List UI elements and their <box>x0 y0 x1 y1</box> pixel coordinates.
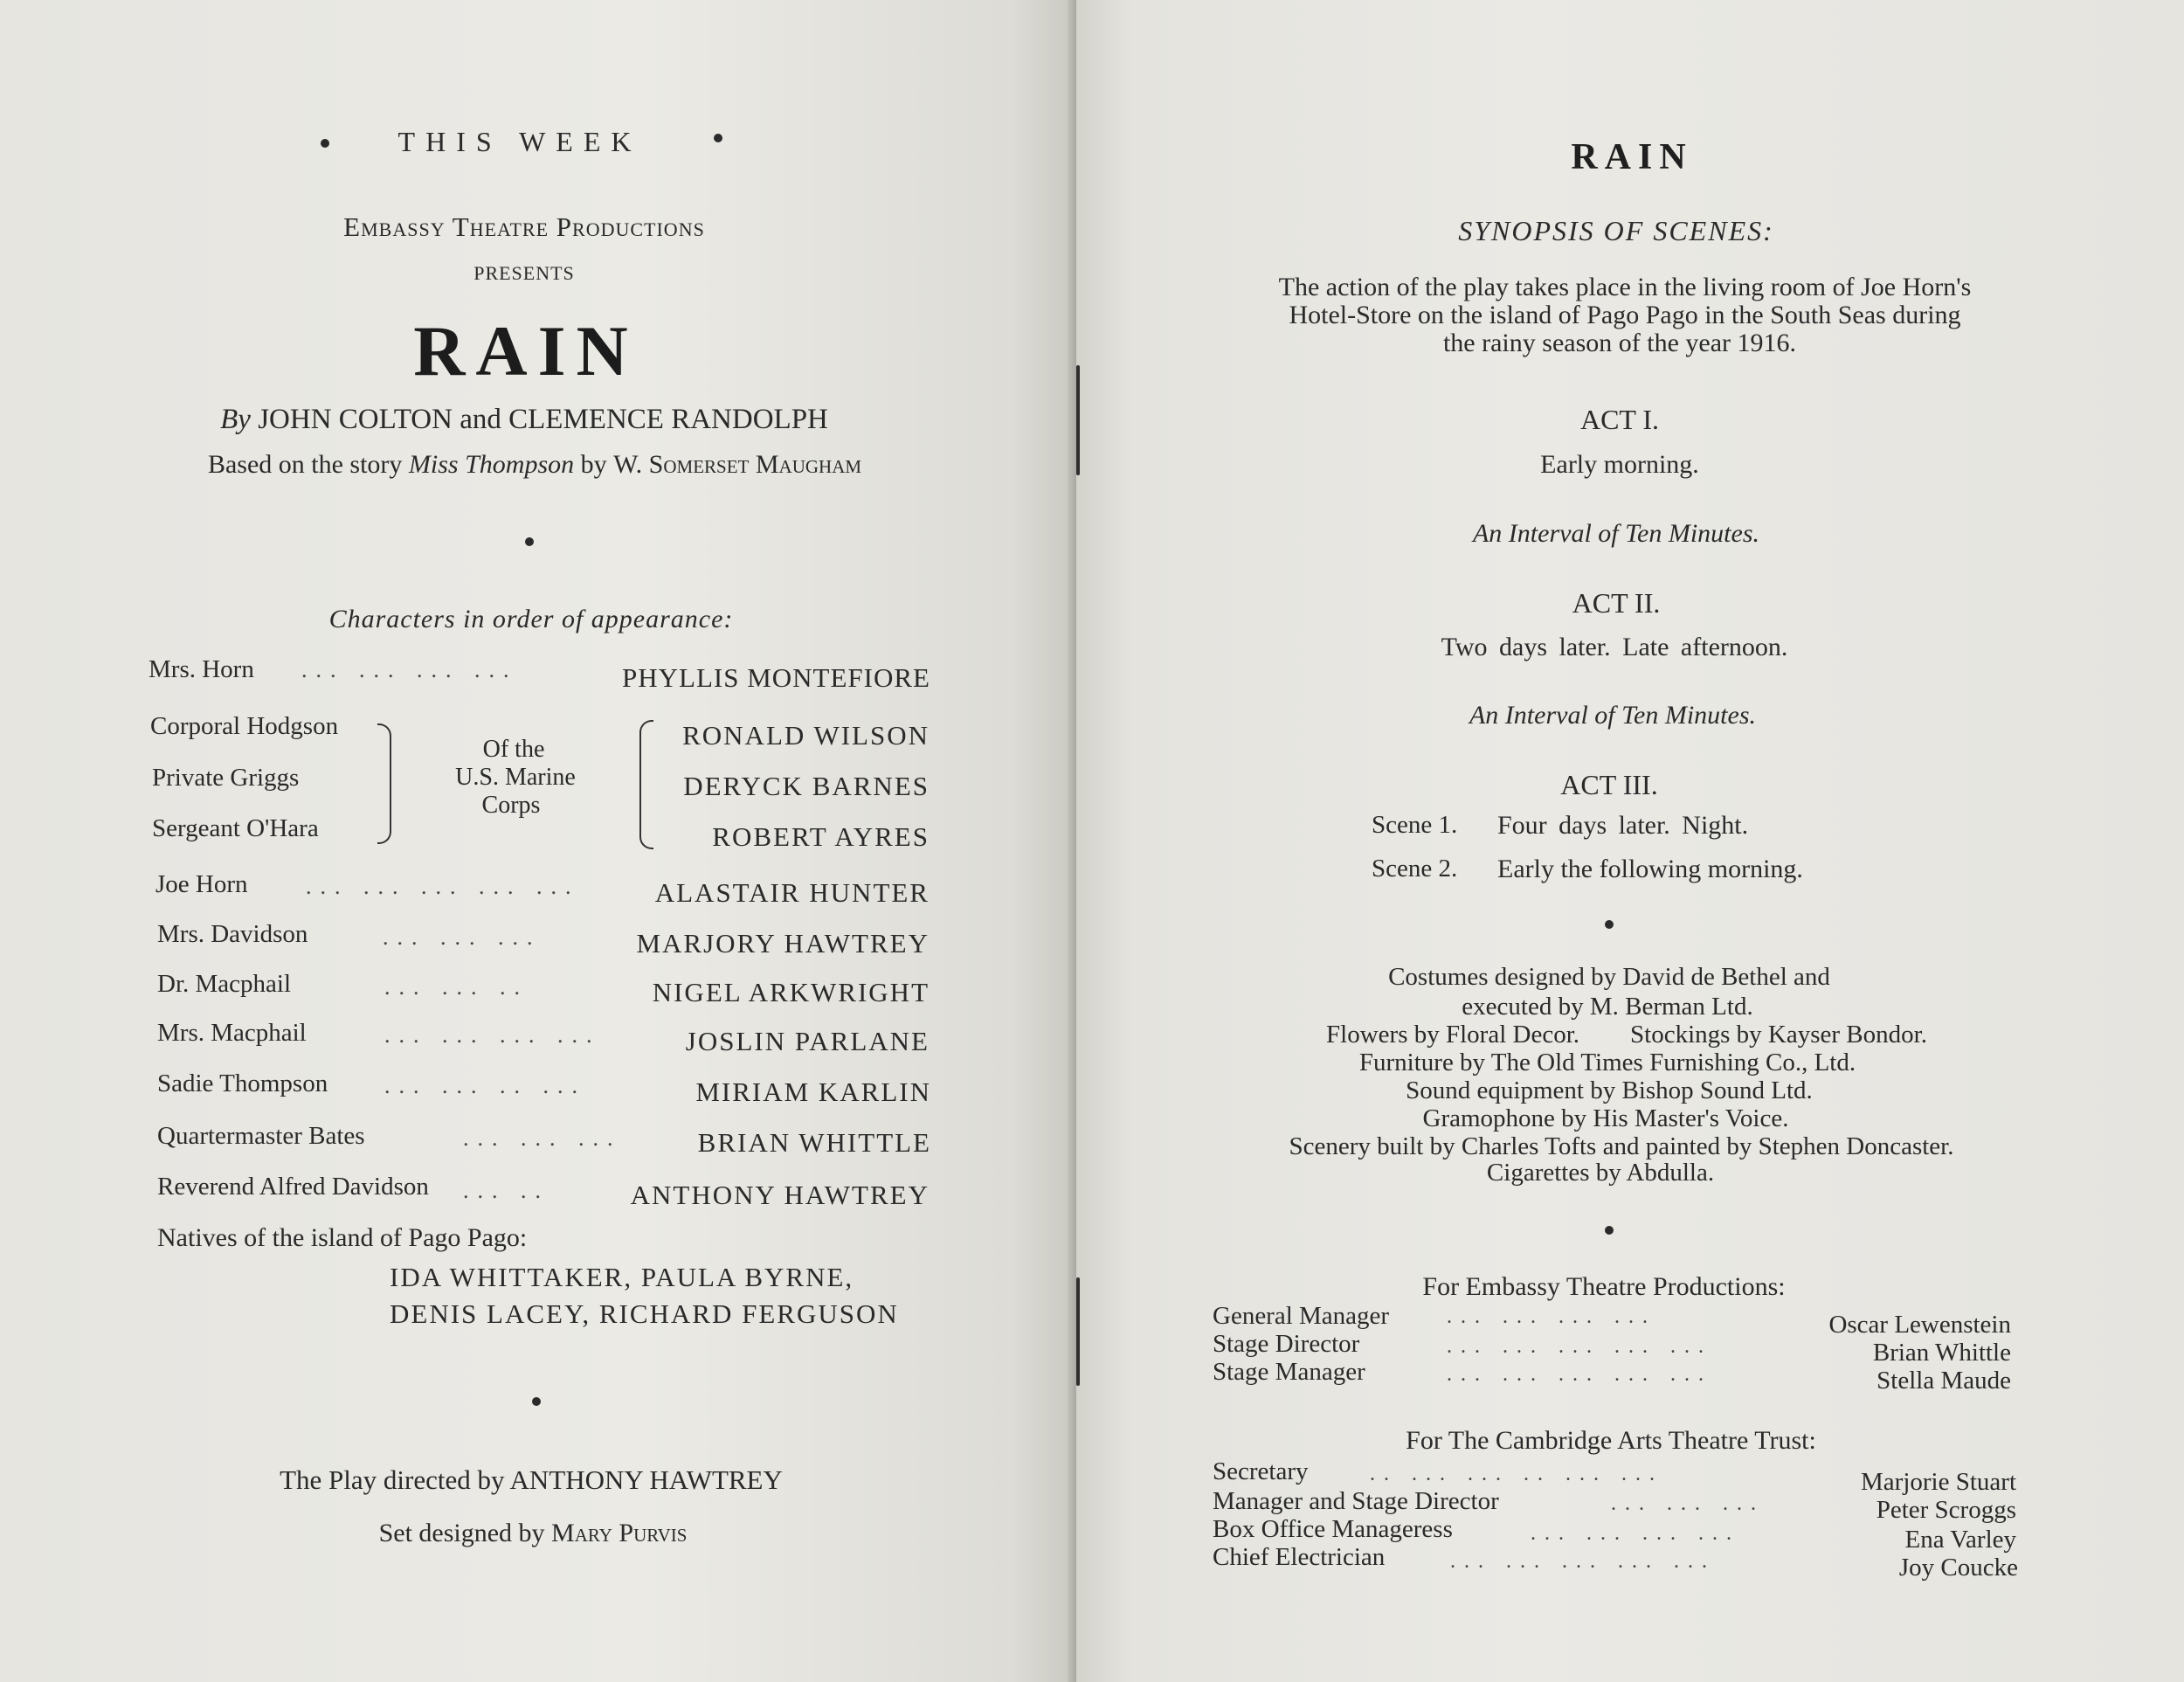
role-name: Corporal Hodgson <box>150 712 339 740</box>
synopsis-line: the rainy season of the year 1916. <box>1442 329 1797 357</box>
role-name: Private Griggs <box>152 764 300 792</box>
credit-line: Flowers by Floral Decor. Stockings by Kayser Bondor. <box>1326 1021 1927 1049</box>
act-2-heading: ACT II. <box>1572 587 1661 619</box>
staff-name: Joy Coucke <box>1898 1554 2018 1582</box>
directed-prefix: The Play directed by <box>280 1464 505 1495</box>
leader-dots: ... ... ... ... ... <box>1447 1335 1712 1358</box>
leader-dots: ... .. <box>463 1178 549 1203</box>
leader-dots: ... ... ... ... ... <box>1447 1363 1712 1386</box>
actor-name: ALASTAIR HUNTER <box>654 877 930 908</box>
interval-1: An Interval of Ten Minutes. <box>1472 519 1760 548</box>
staple-lower <box>1076 1277 1080 1386</box>
staff-name: Brian Whittle <box>1872 1339 2011 1367</box>
staff-role: General Manager <box>1213 1302 1390 1330</box>
staff-name: Oscar Lewenstein <box>1828 1311 2011 1339</box>
synopsis-line: Hotel-Store on the island of Pago Pago in the South Seas during <box>1289 301 1961 329</box>
set-prefix: Set designed by <box>378 1519 545 1547</box>
natives-names-2: DENIS LACEY, RICHARD FERGUSON <box>390 1298 899 1329</box>
act-2-time: Two days later. Late afternoon. <box>1441 633 1788 661</box>
role-name: Joe Horn <box>156 870 248 898</box>
actor-name: PHYLLIS MONTEFIORE <box>622 662 930 693</box>
leader-dots: ... ... ... ... <box>1447 1305 1656 1328</box>
bullet-ornament <box>321 139 329 148</box>
presents-line: PRESENTS <box>473 262 575 284</box>
left-brace <box>377 723 391 844</box>
by-prefix: By <box>220 404 251 435</box>
role-name: Sadie Thompson <box>157 1069 328 1097</box>
leader-dots: .. ... ... .. ... ... <box>1370 1463 1663 1485</box>
role-name: Mrs. Davidson <box>157 920 308 948</box>
right-page <box>1076 0 2184 1682</box>
staff-name: Stella Maude <box>1876 1367 2011 1395</box>
role-name: Dr. Macphail <box>157 970 292 998</box>
credit-line: Furniture by The Old Times Furnishing Co., Ltd. <box>1358 1049 1856 1076</box>
staff-role: Stage Manager <box>1213 1358 1365 1386</box>
staff-name: Peter Scroggs <box>1876 1496 2016 1524</box>
staple-upper <box>1076 365 1080 475</box>
staff-role: Stage Director <box>1213 1330 1360 1358</box>
actor-name: BRIAN WHITTLE <box>697 1127 931 1158</box>
act-1-time: Early morning. <box>1540 450 1699 479</box>
staff-role: Manager and Stage Director <box>1213 1487 1499 1515</box>
group-note: Of the <box>482 736 545 763</box>
actor-name: RONALD WILSON <box>682 720 930 751</box>
bullet-ornament <box>532 1397 541 1406</box>
right-brace <box>639 720 653 849</box>
staff-role: Box Office Manageress <box>1213 1515 1453 1543</box>
actor-name: DERYCK BARNES <box>683 771 930 801</box>
staff-name: Ena Varley <box>1904 1526 2016 1554</box>
this-week-heading: THIS WEEK <box>397 126 642 157</box>
right-title: RAIN <box>1571 137 1693 177</box>
group-note: U.S. Marine <box>455 764 576 791</box>
credit-line: executed by M. Berman Ltd. <box>1462 993 1753 1021</box>
staff-role: Secretary <box>1213 1457 1309 1485</box>
characters-heading: Characters in order of appearance: <box>328 605 734 633</box>
bullet-ornament <box>714 134 722 142</box>
act-3-heading: ACT III. <box>1560 769 1658 800</box>
scene-label: Scene 1. <box>1372 811 1458 839</box>
role-name: Quartermaster Bates <box>157 1122 365 1150</box>
credit-line: Gramophone by His Master's Voice. <box>1422 1104 1789 1132</box>
leader-dots: ... ... .. ... <box>384 1073 586 1098</box>
leader-dots: ... ... ... ... ... <box>1450 1550 1716 1573</box>
story-author: W. Somerset Maugham <box>613 450 862 479</box>
role-name: Mrs. Macphail <box>157 1019 307 1047</box>
synopsis-heading: SYNOPSIS OF SCENES: <box>1458 215 1774 246</box>
leader-dots: ... ... ... <box>383 924 542 950</box>
interval-2: An Interval of Ten Minutes. <box>1469 701 1757 730</box>
based-on-line <box>208 450 861 480</box>
story-by: by <box>580 450 607 479</box>
natives-names-1: IDA WHITTAKER, PAULA BYRNE, <box>390 1262 854 1292</box>
authors: JOHN COLTON and CLEMENCE RANDOLPH <box>258 404 828 435</box>
bullet-ornament <box>525 537 534 546</box>
leader-dots: ... ... ... ... ... <box>306 874 580 899</box>
synopsis-line: The action of the play takes place in the living room of Joe Horn's <box>1278 273 1972 301</box>
left-page <box>0 0 1076 1682</box>
leader-dots: ... ... ... ... <box>384 1022 601 1048</box>
authors-line <box>220 404 828 436</box>
credit-line: Costumes designed by David de Bethel and <box>1388 963 1830 991</box>
bullet-ornament <box>1605 1226 1614 1235</box>
based-prefix: Based on the story <box>207 450 403 479</box>
actor-name: ROBERT AYRES <box>712 821 930 852</box>
scene-label: Scene 2. <box>1372 855 1458 883</box>
leader-dots: ... ... .. <box>384 974 529 1000</box>
staff-name: Marjorie Stuart <box>1861 1468 2016 1496</box>
director-line <box>280 1464 783 1496</box>
actor-name: MIRIAM KARLIN <box>695 1076 931 1107</box>
story-title: Miss Thompson <box>408 450 575 479</box>
credit-line: Cigarettes by Abdulla. <box>1486 1159 1715 1187</box>
group-note: Corps <box>481 792 541 819</box>
play-title: RAIN <box>413 311 639 391</box>
role-name: Sergeant O'Hara <box>152 814 319 842</box>
leader-dots: ... ... ... ... <box>1531 1522 1740 1545</box>
set-designer-line <box>379 1519 688 1548</box>
role-name: Reverend Alfred Davidson <box>157 1173 429 1201</box>
producer-line: Embassy Theatre Productions <box>343 211 705 242</box>
leader-dots: ... ... ... ... <box>301 657 518 682</box>
embassy-heading: For Embassy Theatre Productions: <box>1422 1272 1786 1301</box>
actor-name: NIGEL ARKWRIGHT <box>652 977 930 1007</box>
actor-name: MARJORY HAWTREY <box>636 928 930 959</box>
scene-text: Early the following morning. <box>1497 855 1803 883</box>
act-1-heading: ACT I. <box>1579 404 1660 435</box>
actor-name: ANTHONY HAWTREY <box>630 1180 930 1210</box>
cambridge-heading: For The Cambridge Arts Theatre Trust: <box>1406 1426 1816 1455</box>
role-name: Mrs. Horn <box>149 655 254 683</box>
leader-dots: ... ... ... <box>463 1125 622 1151</box>
credit-line: Sound equipment by Bishop Sound Ltd. <box>1406 1076 1813 1104</box>
scene-text: Four days later. Night. <box>1497 811 1749 840</box>
natives-heading: Natives of the island of Pago Pago: <box>157 1223 528 1252</box>
director-name: ANTHONY HAWTREY <box>509 1464 783 1495</box>
staff-role: Chief Electrician <box>1213 1543 1386 1571</box>
actor-name: JOSLIN PARLANE <box>685 1026 930 1056</box>
set-designer-name: Mary Purvis <box>551 1519 688 1547</box>
bullet-ornament <box>1605 920 1614 929</box>
credit-line: Scenery built by Charles Tofts and painted by Stephen Doncaster. <box>1289 1132 1954 1160</box>
leader-dots: ... ... ... <box>1611 1492 1765 1515</box>
